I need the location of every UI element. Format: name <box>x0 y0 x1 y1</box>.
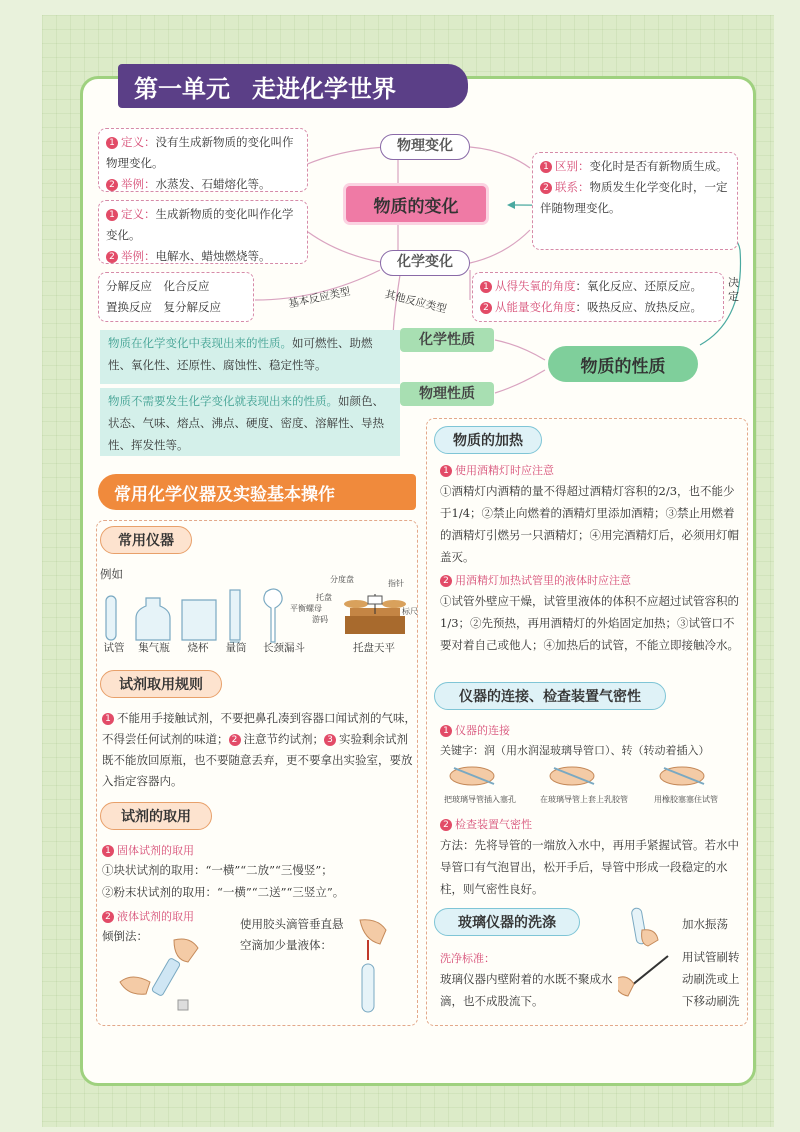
tube-head-text: 用酒精灯加热试管里的液体时应注意 <box>455 574 631 587</box>
instrument-caption-4: 量筒 <box>225 642 247 654</box>
lab-banner-text: 常用化学仪器及实验基本操作 <box>114 484 335 505</box>
graduated-cylinder-icon <box>230 590 240 640</box>
num-2-icon: 2 <box>440 575 452 587</box>
balance-part-5: 游码 <box>312 615 328 624</box>
diff-text: 变化时是否有新物质生成。 <box>589 159 728 173</box>
rules-title <box>100 670 222 698</box>
solid-head-text: 固体试剂的取用 <box>117 844 194 857</box>
balance-part-1: 分度盘 <box>330 575 354 584</box>
lamp-text: ①酒精灯内酒精的量不得超过酒精灯容积的2/3，也不能少于1/4；②禁止向燃着的酒精灯里添加酒精；③禁止用燃着的酒精灯引燃另一只酒精灯；④用完酒精灯后，必须用灯帽盖灭。 <box>440 484 739 564</box>
num-2-icon: 2 <box>102 911 114 923</box>
decide-label: 决定 <box>728 276 739 303</box>
energy-label: 从能量变化角度 <box>495 300 576 314</box>
conn-head-text: 仪器的连接 <box>455 724 510 737</box>
num-1-icon: 1 <box>440 725 452 737</box>
solid-line-2: ②粉末状试剂的取用：“一横”“二送”“三竖立”。 <box>102 885 345 899</box>
balance-part-4: 平衡螺母 <box>290 604 322 613</box>
chemical-property-tag <box>400 328 494 352</box>
rule-2: 注意节约试剂； <box>243 732 324 746</box>
physical-property-tag <box>400 382 494 406</box>
num-2-icon: 2 <box>106 179 118 191</box>
oxy-label: 从得失氧的角度 <box>495 279 576 293</box>
unit-number: 第一单元 <box>134 74 230 103</box>
num-1-icon: 1 <box>106 137 118 149</box>
num-1-icon: 1 <box>480 281 492 293</box>
connect-caption-3: 用橡胶塞塞住试管 <box>654 795 718 804</box>
change-of-matter-text: 物质的变化 <box>373 196 459 217</box>
ex-label: 举例 <box>121 177 144 191</box>
lab-banner <box>98 474 416 510</box>
oxy-text: ：氧化反应、还原反应。 <box>575 279 702 293</box>
num-1-icon: 1 <box>102 845 114 857</box>
heating-title-text: 物质的加热 <box>453 433 523 449</box>
phys-prop-text: 如颜色、状态、气味、熔点、沸点、硬度、密度、溶解性、导热性、挥发性等。 <box>108 394 384 452</box>
balance-part-2: 指针 <box>388 579 404 588</box>
test-tube-icon <box>106 596 116 640</box>
num-2-icon: 2 <box>440 819 452 831</box>
instrument-caption-3: 烧杯 <box>187 642 209 654</box>
wash-standard-head: 洗净标准： <box>440 952 495 965</box>
balance-part-3: 托盘 <box>316 593 332 602</box>
check-head-text: 检查装置气密性 <box>455 818 532 831</box>
solid-head <box>102 842 194 858</box>
balance-part-6: 标尺 <box>402 607 418 616</box>
wash-title-text: 玻璃仪器的洗涤 <box>458 915 556 931</box>
example-label: 例如 <box>100 567 123 581</box>
pouring-illustration <box>114 930 234 1020</box>
wash-illustrations <box>618 906 678 1016</box>
connect-illustrations <box>444 762 744 792</box>
other-types-label: 其他反应类型 <box>383 288 448 316</box>
instrument-caption-6: 托盘天平 <box>353 642 395 654</box>
unit-title: 走进化学世界 <box>252 74 396 103</box>
connect-title <box>434 682 666 710</box>
energy-text: ：吸热反应、放热反应。 <box>575 300 702 314</box>
check-head <box>440 816 532 832</box>
diff-label: 区别 <box>555 159 578 173</box>
instrument-caption-1: 试管 <box>103 642 125 654</box>
rule-1: 不能用手接触试剂，不要把鼻孔凑到容器口闻试剂的气味，不得尝任何试剂的味道； <box>102 711 416 746</box>
physical-property-band <box>100 388 400 456</box>
wash-title <box>434 908 580 936</box>
def-label: 定义 <box>121 207 144 221</box>
num-1-icon: 1 <box>440 465 452 477</box>
keywords-text: 关键字：润（用水润湿玻璃导管口）、转（转动着插入） <box>440 744 710 757</box>
dropper-text: 使用胶头滴管垂直悬空滴加少量液体： <box>240 917 344 952</box>
pour-label: 倾倒法： <box>102 929 148 943</box>
take-reagent-title <box>100 802 212 830</box>
other-reaction-types-box <box>472 272 724 322</box>
properties-title-text: 物质的性质 <box>580 356 666 377</box>
change-of-matter-title <box>346 186 486 222</box>
chem-prop-tag-text: 化学性质 <box>419 332 475 348</box>
lamp-head-text: 使用酒精灯时应注意 <box>455 464 554 477</box>
num-1-icon: 1 <box>540 161 552 173</box>
chemical-def-text: 生成新物质的变化叫作化学变化。 <box>106 207 294 242</box>
connect-caption-2: 在玻璃导管上套上乳胶管 <box>540 795 628 804</box>
physical-change-oval <box>380 134 470 160</box>
num-2-icon: 2 <box>229 734 241 746</box>
link-label: 联系 <box>555 180 578 194</box>
num-2-icon: 2 <box>540 182 552 194</box>
chem-prop-def: 物质在化学变化中表现出来的性质。 <box>108 336 292 350</box>
num-1-icon: 1 <box>106 209 118 221</box>
check-text: 方法：先将导管的一端放入水中，再用手紧握试管。若水中导管口有气泡冒出，松开手后，导管中形成一段稳定的水柱，则气密性良好。 <box>440 838 739 896</box>
basic-types-label: 基本反应类型 <box>287 285 352 311</box>
wash-standard-text: 玻璃仪器内壁附着的水既不聚成水滴，也不成股流下。 <box>440 972 613 1008</box>
rule-3: 实验剩余试剂既不能放回原瓶，也不要随意丢弃，更不要拿出实验室，要放入指定容器内。 <box>102 732 413 788</box>
gas-bottle-icon <box>136 598 170 640</box>
chemical-change-oval <box>380 250 470 276</box>
rules-title-text: 试剂取用规则 <box>119 677 203 693</box>
chemical-change-def-box: 1 定义：生成新物质的变化叫作化学变化。 2 举例：电解水、蜡烛燃烧等。 <box>98 200 308 264</box>
connect-caption-1: 把玻璃导管插入塞孔 <box>444 795 516 804</box>
beaker-icon <box>182 600 216 640</box>
funnel-icon <box>264 589 282 642</box>
liquid-head <box>102 908 194 924</box>
difference-link-box: 1 区别：变化时是否有新物质生成。 2 联系：物质发生化学变化时，一定伴随物理变化。 <box>532 152 738 250</box>
link-text: 物质发生化学变化时，一定伴随物理变化。 <box>540 180 728 215</box>
rules-text <box>102 708 416 792</box>
physical-ex-text: 水蒸发、石蜡熔化等。 <box>155 177 271 191</box>
brush-label: 用试管刷转动刷洗或上下移动刷洗 <box>682 950 740 1008</box>
ex-label: 举例 <box>121 249 144 263</box>
take-title-text: 试剂的取用 <box>121 809 191 825</box>
phys-prop-tag-text: 物理性质 <box>419 386 475 402</box>
lamp-head <box>440 462 554 478</box>
tube-head <box>440 572 631 588</box>
properties-title <box>548 346 698 382</box>
basic-types-line1: 分解反应 化合反应 <box>106 279 210 293</box>
phys-prop-def: 物质不需要发生化学变化就表现出来的性质。 <box>108 394 338 408</box>
dropper-illustration <box>352 916 402 1016</box>
physical-change-def-box: 1 定义：没有生成新物质的变化叫作物理变化。 2 举例：水蒸发、石蜡熔化等。 <box>98 128 308 192</box>
physical-change-label: 物理变化 <box>397 138 453 154</box>
physical-def-text: 没有生成新物质的变化叫作物理变化。 <box>106 135 294 170</box>
tube-text: ①试管外壁应干燥，试管里液体的体积不应超过试管容积的1/3；②先预热，再用酒精灯的外焰固定加热；③试管口不要对着自己或他人；④加热后的试管，不能立即接触冷水。 <box>440 594 739 652</box>
chemical-property-band <box>100 330 400 384</box>
instrument-caption-2: 集气瓶 <box>138 642 170 654</box>
solid-line-1: ①块状试剂的取用：“一横”“二放”“三慢竖”； <box>102 863 333 877</box>
conn-head <box>440 722 510 738</box>
chem-prop-text: 如可燃性、助燃性、氧化性、还原性、腐蚀性、稳定性等。 <box>108 336 373 372</box>
instrument-caption-5: 长颈漏斗 <box>263 642 305 654</box>
num-2-icon: 2 <box>106 251 118 263</box>
instruments-title <box>100 526 192 554</box>
def-label: 定义 <box>121 135 144 149</box>
connect-title-text: 仪器的连接、检查装置气密性 <box>459 689 641 705</box>
liquid-head-text: 液体试剂的取用 <box>117 910 194 923</box>
num-1-icon: 1 <box>102 713 114 725</box>
num-2-icon: 2 <box>480 302 492 314</box>
shake-label: 加水振荡 <box>682 917 728 931</box>
instruments-title-text: 常用仪器 <box>118 533 174 549</box>
balance-icon <box>340 586 410 646</box>
chemical-change-label: 化学变化 <box>397 254 453 270</box>
basic-reaction-types-box <box>98 272 254 322</box>
heating-title <box>434 426 542 454</box>
num-3-icon: 3 <box>324 734 336 746</box>
chemical-ex-text: 电解水、蜡烛燃烧等。 <box>155 249 271 263</box>
basic-types-line2: 置换反应 复分解反应 <box>106 300 221 314</box>
